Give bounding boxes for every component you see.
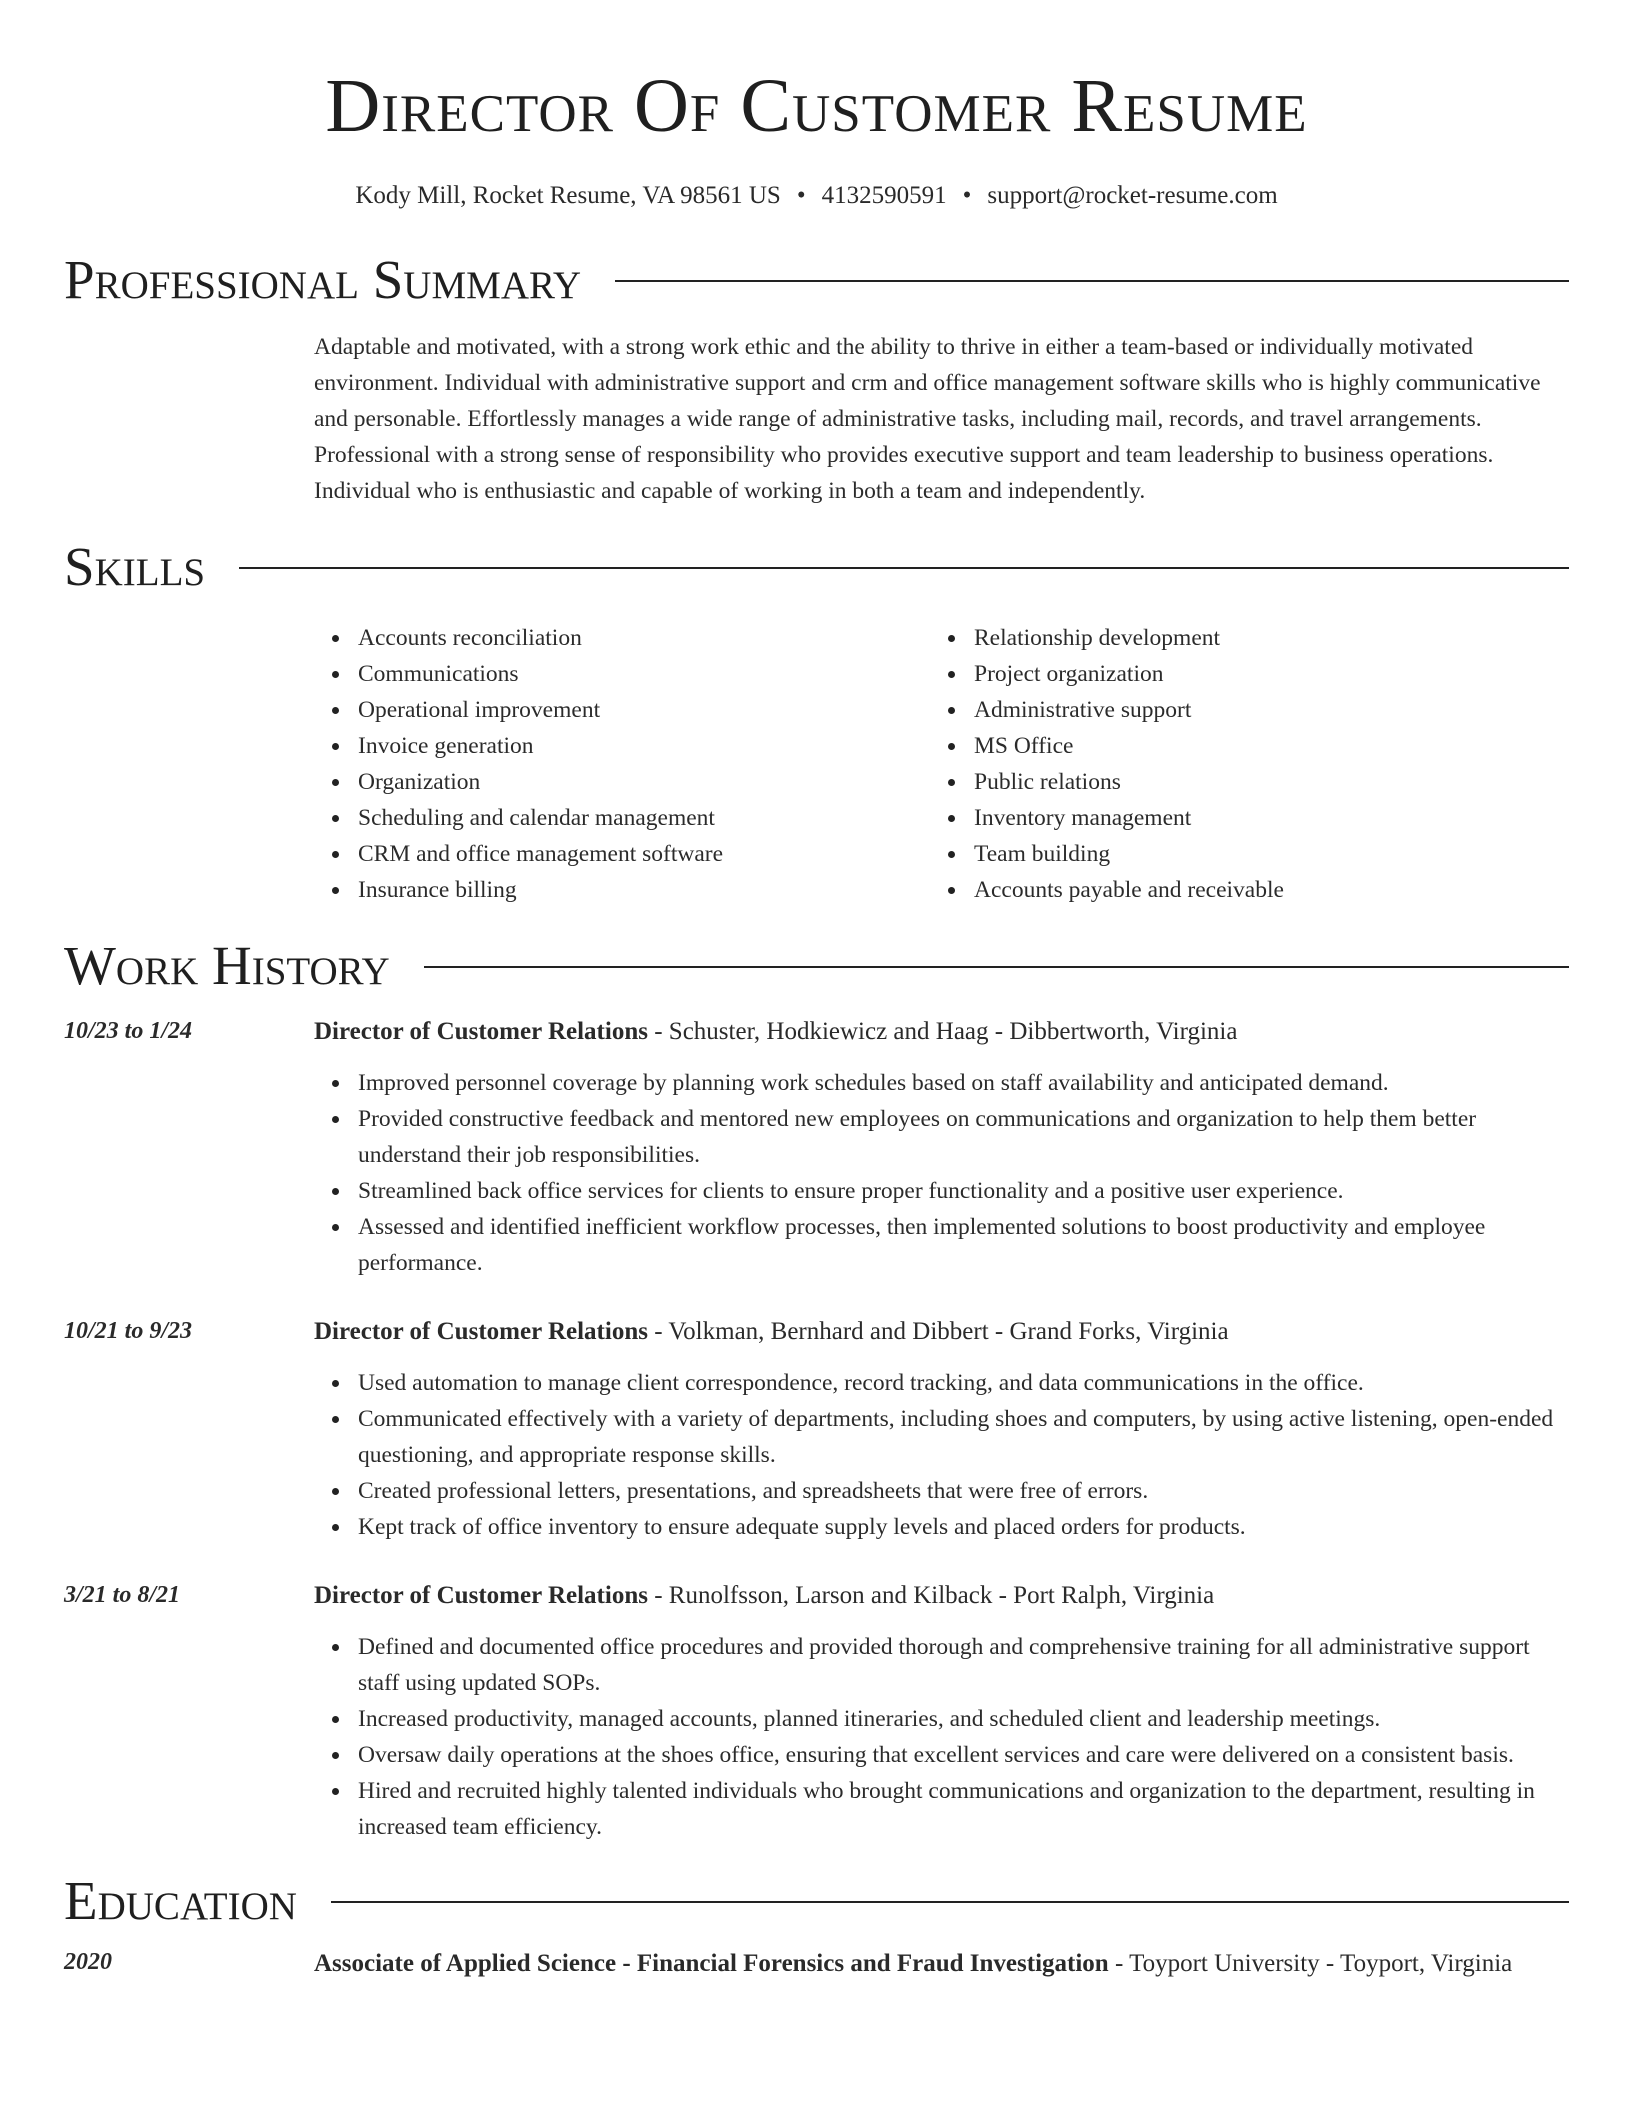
job-employer: - Schuster, Hodkiewicz and Haag - Dibbertworth, Virginia bbox=[647, 1018, 1238, 1045]
skills-section-header bbox=[64, 536, 1569, 597]
education-section-header bbox=[64, 1870, 1569, 1931]
section-divider bbox=[331, 1901, 1569, 1903]
job-bullets bbox=[314, 1365, 1569, 1545]
job-heading bbox=[314, 1577, 1569, 1615]
job-bullet: Oversaw daily operations at the shoes office, ensuring that excellent services and care were delivered on a consistent basis. bbox=[358, 1737, 1569, 1773]
education-school: - Toyport University - Toyport, Virginia bbox=[1108, 1950, 1513, 1977]
education-degree: Associate of Applied Science - Financial Forensics and Fraud Investigation bbox=[314, 1950, 1109, 1977]
summary-heading: Professional Summary bbox=[64, 249, 582, 310]
job-info bbox=[314, 1313, 1569, 1545]
education-year: 2020 bbox=[64, 1949, 112, 1975]
education-heading-line bbox=[314, 1944, 1569, 1984]
work-heading: Work History bbox=[64, 935, 390, 996]
job-bullet: Created professional letters, presentations, and spreadsheets that were free of errors. bbox=[358, 1473, 1569, 1509]
skill-item: Team building bbox=[974, 836, 1284, 872]
job-entry bbox=[64, 1577, 1569, 1845]
skill-item: CRM and office management software bbox=[358, 836, 930, 872]
job-entry bbox=[64, 1013, 1569, 1281]
contact-separator: • bbox=[796, 182, 806, 209]
job-bullet: Streamlined back office services for clients to ensure proper functionality and a positive user experience. bbox=[358, 1173, 1569, 1209]
summary-section-header bbox=[64, 249, 1569, 310]
skills-list bbox=[314, 620, 1569, 908]
summary-text: Adaptable and motivated, with a strong work ethic and the ability to thrive in either a team-based or individually motivated environment. Individual with administrative support and crm and office management software skills who is highly communicative and personable. Effortlessly manages a wide range of administrative tasks, including mail, records, and travel arrangements. Professional with a strong sense of responsibility who provides executive support and team leadership to business operations. Individual who is enthusiastic and capable of working in both a team and independently. bbox=[314, 334, 1541, 504]
skills-column-right bbox=[930, 620, 1284, 908]
job-title: Director of Customer Relations bbox=[314, 1318, 648, 1345]
skill-item: Insurance billing bbox=[358, 872, 930, 908]
contact-address: Kody Mill, Rocket Resume, VA 98561 US bbox=[355, 182, 781, 209]
job-dates: 3/21 to 8/21 bbox=[64, 1582, 181, 1608]
job-info bbox=[314, 1013, 1569, 1281]
job-entry bbox=[64, 1313, 1569, 1545]
skill-item: Project organization bbox=[974, 656, 1284, 692]
job-bullet: Communicated effectively with a variety of departments, including shoes and computers, by using active listening, open-ended questioning, and appropriate response skills. bbox=[358, 1401, 1569, 1473]
skill-item: Operational improvement bbox=[358, 692, 930, 728]
job-bullet: Defined and documented office procedures and provided thorough and comprehensive training for all administrative support staff using updated SOPs. bbox=[358, 1629, 1569, 1701]
section-divider bbox=[424, 966, 1569, 968]
job-bullet: Provided constructive feedback and mentored new employees on communications and organization to help them better understand their job responsibilities. bbox=[358, 1101, 1569, 1173]
skill-item: Accounts reconciliation bbox=[358, 620, 930, 656]
job-info bbox=[314, 1577, 1569, 1845]
skills-column-left bbox=[314, 620, 930, 908]
job-bullet: Hired and recruited highly talented individuals who brought communications and organization to the department, resulting in increased team efficiency. bbox=[358, 1773, 1569, 1845]
resume-title: Director Of Customer Resume bbox=[325, 64, 1308, 148]
section-divider bbox=[239, 567, 1569, 569]
skill-item: Invoice generation bbox=[358, 728, 930, 764]
job-dates: 10/21 to 9/23 bbox=[64, 1318, 193, 1344]
job-bullet: Improved personnel coverage by planning work schedules based on staff availability and anticipated demand. bbox=[358, 1065, 1569, 1101]
education-heading: Education bbox=[64, 1870, 297, 1931]
job-bullets bbox=[314, 1065, 1569, 1281]
job-title: Director of Customer Relations bbox=[314, 1018, 648, 1045]
skill-item: Public relations bbox=[974, 764, 1284, 800]
skill-item: Scheduling and calendar management bbox=[358, 800, 930, 836]
job-title: Director of Customer Relations bbox=[314, 1582, 648, 1609]
skill-item: Organization bbox=[358, 764, 930, 800]
skill-item: Administrative support bbox=[974, 692, 1284, 728]
job-heading bbox=[314, 1313, 1569, 1351]
contact-separator: • bbox=[962, 182, 972, 209]
skills-heading: Skills bbox=[64, 536, 206, 597]
job-bullet: Kept track of office inventory to ensure adequate supply levels and placed orders for products. bbox=[358, 1509, 1569, 1545]
contact-email: support@rocket-resume.com bbox=[987, 182, 1278, 209]
job-employer: - Runolfsson, Larson and Kilback - Port Ralph, Virginia bbox=[647, 1582, 1215, 1609]
skill-item: Communications bbox=[358, 656, 930, 692]
skill-item: Inventory management bbox=[974, 800, 1284, 836]
skill-item: Relationship development bbox=[974, 620, 1284, 656]
job-employer: - Volkman, Bernhard and Dibbert - Grand Forks, Virginia bbox=[647, 1318, 1229, 1345]
job-bullet: Assessed and identified inefficient workflow processes, then implemented solutions to boost productivity and employee performance. bbox=[358, 1209, 1569, 1281]
skill-item: MS Office bbox=[974, 728, 1284, 764]
contact-line bbox=[64, 182, 1569, 210]
work-section-header bbox=[64, 935, 1569, 996]
job-dates: 10/23 to 1/24 bbox=[64, 1018, 193, 1044]
education-info bbox=[314, 1944, 1569, 1984]
job-bullet: Used automation to manage client correspondence, record tracking, and data communications in the office. bbox=[358, 1365, 1569, 1401]
job-bullet: Increased productivity, managed accounts, planned itineraries, and scheduled client and leadership meetings. bbox=[358, 1701, 1569, 1737]
job-bullets bbox=[314, 1629, 1569, 1845]
section-divider bbox=[615, 280, 1569, 282]
contact-phone: 4132590591 bbox=[821, 182, 947, 209]
skill-item: Accounts payable and receivable bbox=[974, 872, 1284, 908]
job-heading bbox=[314, 1013, 1569, 1051]
education-entry bbox=[64, 1944, 1569, 1984]
summary-body bbox=[314, 329, 1569, 509]
